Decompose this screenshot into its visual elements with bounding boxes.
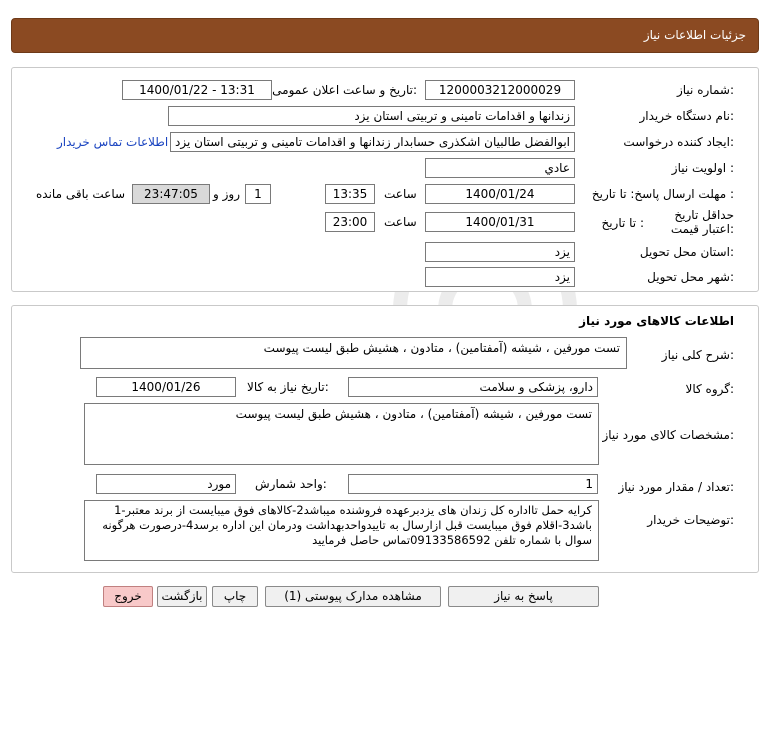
announce-field: 1400/01/22 - 13:31 — [122, 80, 272, 100]
page-header — [11, 18, 759, 53]
remaining-label: ساعت باقی مانده — [36, 187, 126, 201]
exit-button[interactable]: خروج — [103, 586, 153, 607]
need-number-label: شماره نیاز: — [676, 83, 734, 97]
specs-field: تست مورفین ، شیشه (آمفتامین) ، متادون ، هشیش طبق لیست پیوست — [84, 403, 599, 465]
need-number-field: 1200003212000029 — [425, 80, 575, 100]
unit-label: واحد شمارش: — [255, 477, 327, 491]
creator-label: ایجاد کننده درخواست: — [623, 135, 734, 149]
notes-field: 1-کرایه حمل تااداره کل زندان های یزدبرعهده فروشنده میباشد2-کالاهای فوق میبایست از برند معتبر باشد3-اقلام فوق میبایست قبل ازارسال به تاییدواحدبهداشت ودرمان این اداره برسد4-درصورت هرگونه سوال با شماره تلفن 09133586592تماس حاصل فرمایید — [84, 500, 599, 561]
province-label: استان محل تحویل: — [639, 245, 734, 259]
goods-section-title: اطلاعات کالاهای مورد نیاز — [579, 314, 734, 328]
validity-time-label: ساعت — [384, 215, 417, 229]
group-label: گروه کالا: — [685, 382, 734, 396]
summary-field: تست مورفین ، شیشه (آمفتامین) ، متادون ، هشیش طبق لیست پیوست — [80, 337, 627, 369]
unit-field: مورد — [96, 474, 236, 494]
attachments-button[interactable]: مشاهده مدارک پیوستی (1) — [265, 586, 441, 607]
province-field: یزد — [425, 242, 575, 262]
priority-label: اولویت نیاز : — [671, 161, 734, 175]
qty-label: تعداد / مقدار مورد نیاز: — [618, 480, 734, 494]
group-field: دارو، پزشکی و سلامت — [348, 377, 598, 397]
page-title: جزئیات اطلاعات نیاز — [643, 28, 746, 42]
buyer-field: زندانها و اقدامات تامینی و تربیتی استان یزد — [168, 106, 575, 126]
reply-button[interactable]: پاسخ به نیاز — [448, 586, 599, 607]
validity-time-field: 23:00 — [325, 212, 375, 232]
print-button[interactable]: چاپ — [212, 586, 258, 607]
deadline-time-field: 13:35 — [325, 184, 375, 204]
back-button[interactable]: بازگشت — [157, 586, 207, 607]
city-label: شهر محل تحویل: — [647, 270, 734, 284]
validity-label — [654, 208, 734, 236]
remaining-time-field: 23:47:05 — [132, 184, 210, 204]
qty-field: 1 — [348, 474, 598, 494]
notes-label: توضیحات خریدار: — [647, 513, 734, 527]
buyer-contact-link[interactable]: اطلاعات تماس خریدار — [57, 135, 169, 149]
days-field: 1 — [245, 184, 271, 204]
announce-label: تاریخ و ساعت اعلان عمومی: — [272, 83, 417, 97]
deadline-label: مهلت ارسال پاسخ: تا تاریخ : — [591, 187, 734, 201]
city-field: یزد — [425, 267, 575, 287]
need-date-field: 1400/01/26 — [96, 377, 236, 397]
deadline-date-field: 1400/01/24 — [425, 184, 575, 204]
summary-label: شرح کلی نیاز: — [661, 348, 734, 362]
priority-field: عادي — [425, 158, 575, 178]
creator-field: ابوالفضل طالبیان اشکذری حسابدار زندانها و اقدامات تامینی و تربیتی استان یزد — [170, 132, 575, 152]
need-date-label: تاریخ نیاز به کالا: — [247, 380, 329, 394]
validity-to-label: تا تاریخ : — [601, 216, 644, 230]
days-label: روز و — [213, 187, 240, 201]
specs-label: مشخصات کالای مورد نیاز: — [602, 428, 734, 442]
deadline-time-label: ساعت — [384, 187, 417, 201]
buyer-label: نام دستگاه خریدار: — [639, 109, 734, 123]
validity-date-field: 1400/01/31 — [425, 212, 575, 232]
validity-label-text: حداقل تاریخ اعتبار قیمت: — [670, 208, 734, 236]
